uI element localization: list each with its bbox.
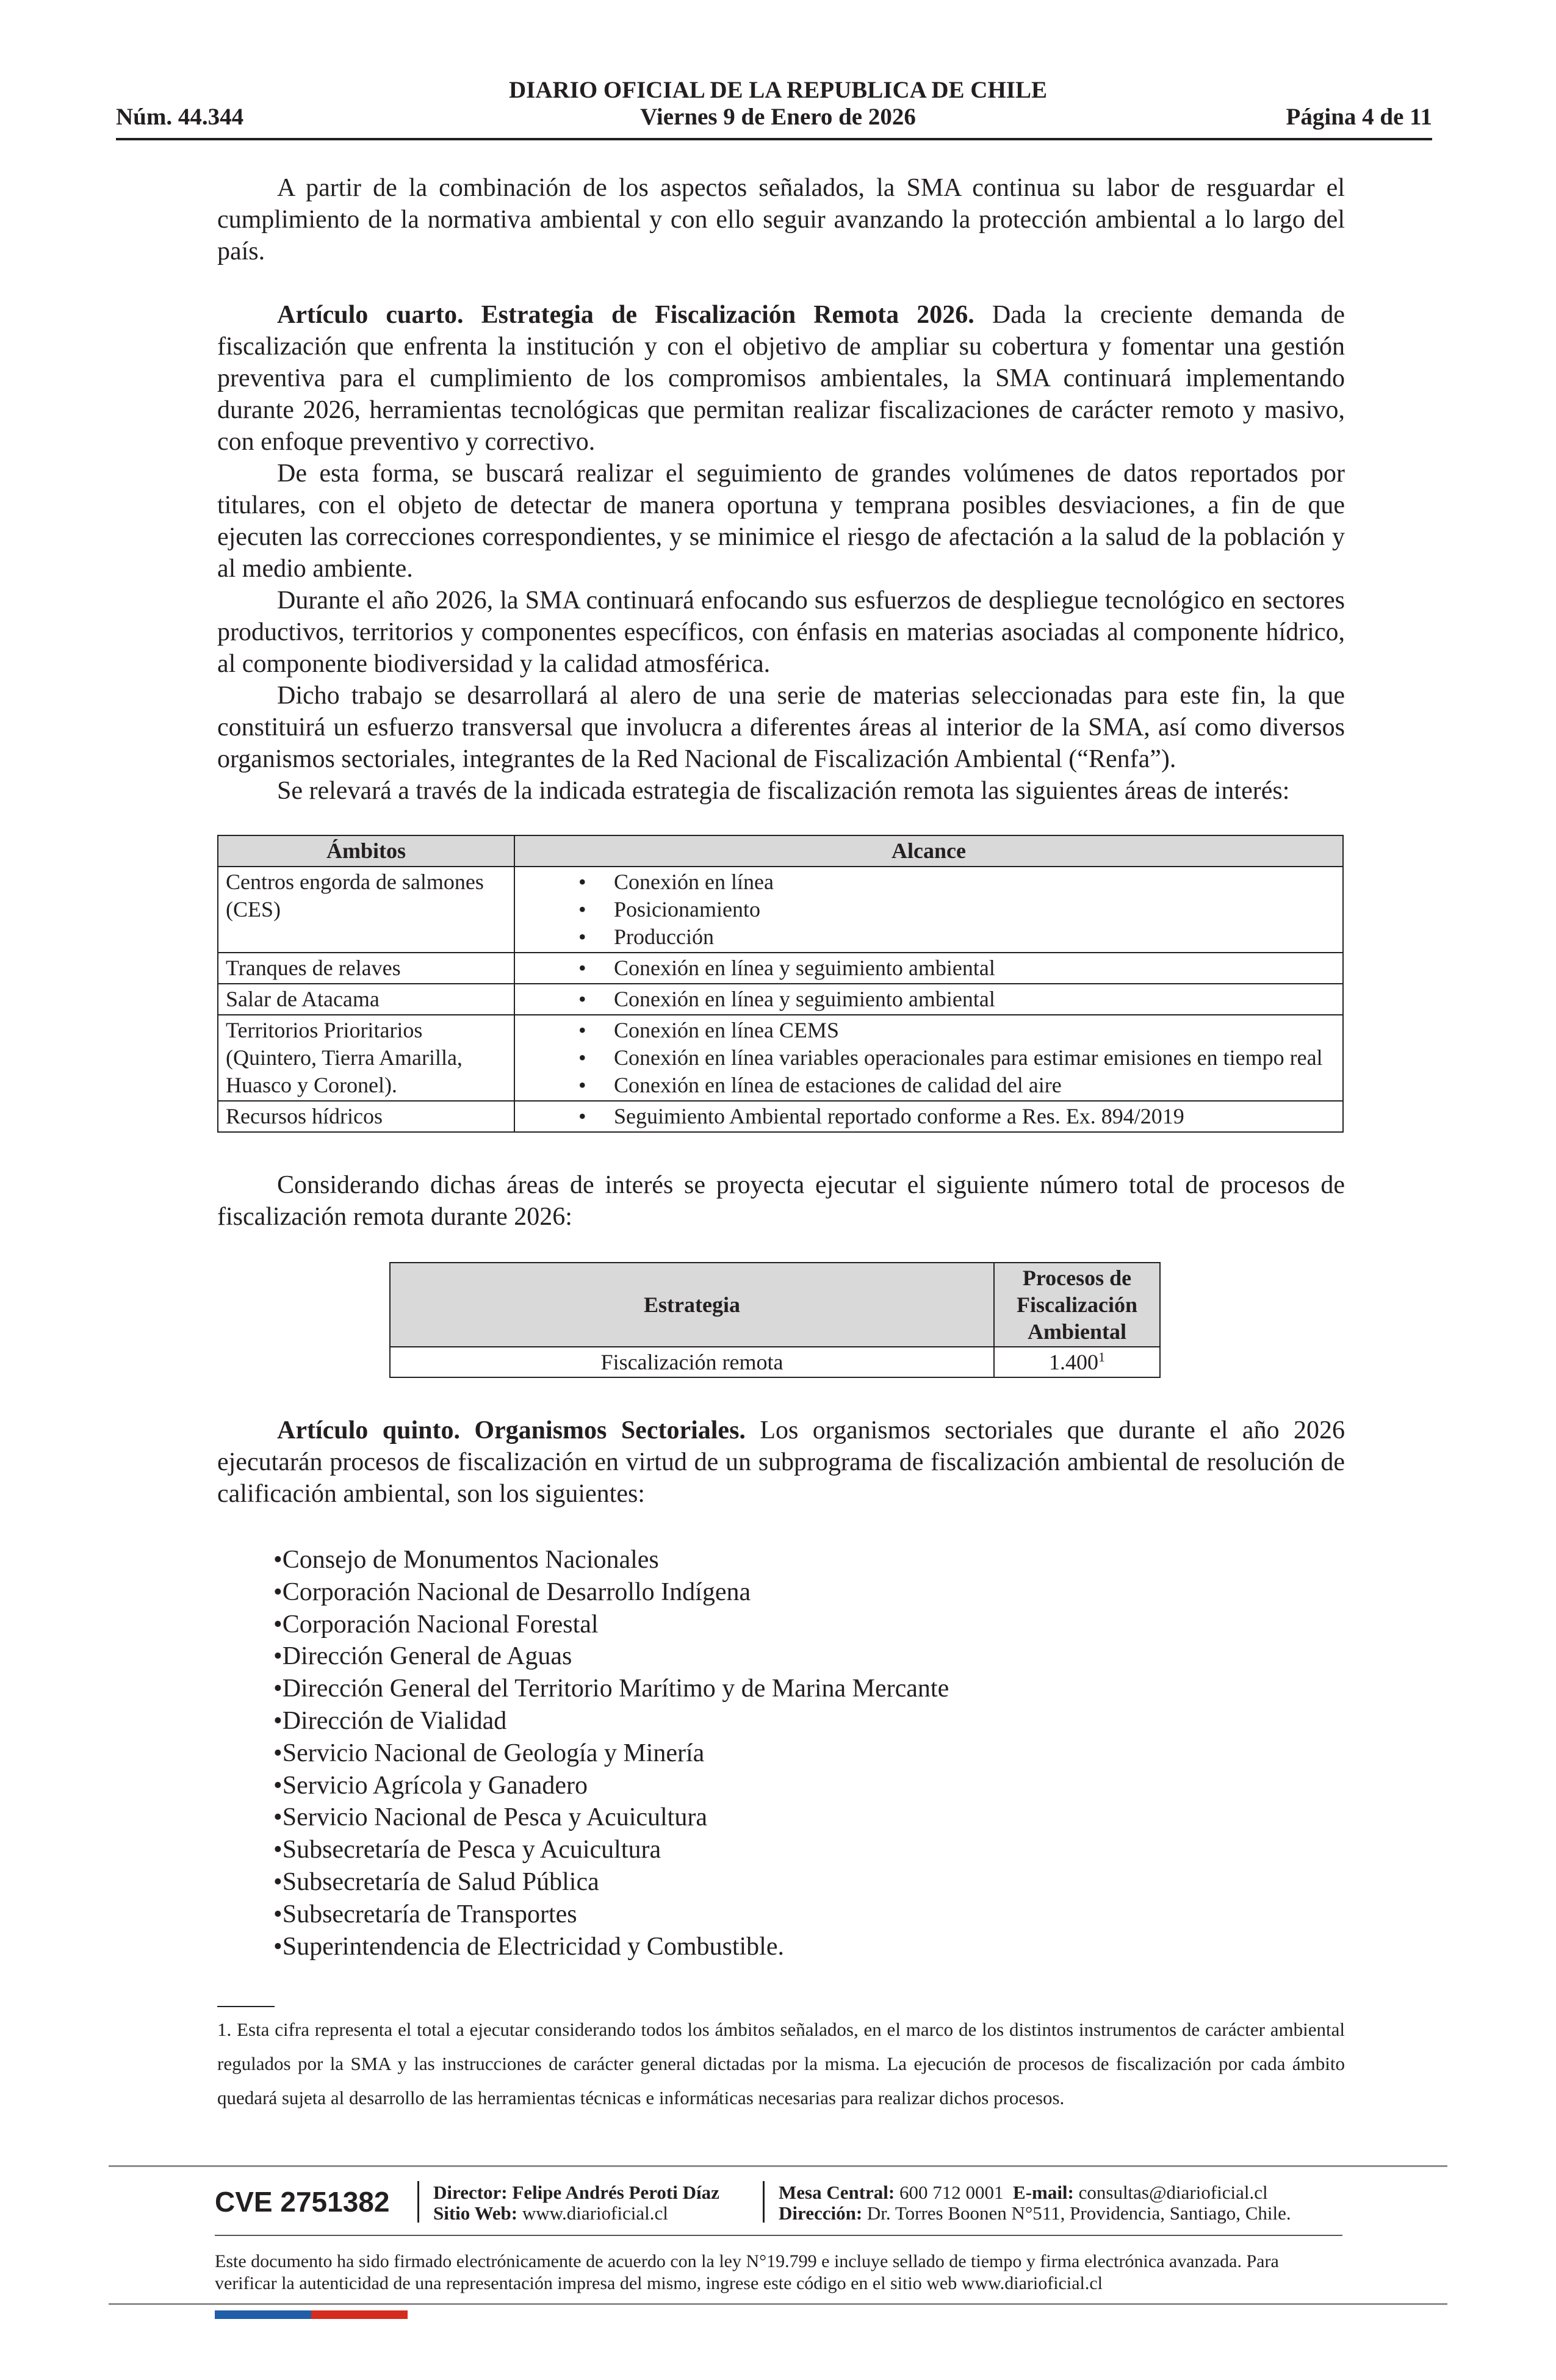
footnote-rule <box>217 2006 275 2007</box>
site-label: Sitio Web: <box>433 2202 518 2224</box>
address-line <box>779 2203 1291 2224</box>
publication-title: DIARIO OFICIAL DE LA REPUBLICA DE CHILE <box>508 77 1047 103</box>
scope-header-ambitos: Ámbitos <box>218 835 514 867</box>
list-item: • Conexión en línea <box>522 868 1335 896</box>
ambito-cell: Centros engorda de salmones (CES) <box>218 867 514 953</box>
director-info <box>433 2182 719 2224</box>
ambito-cell: Salar de Atacama <box>218 984 514 1015</box>
list-item: • Conexión en línea y seguimiento ambiental <box>522 986 1335 1013</box>
alcance-cell <box>514 1015 1343 1101</box>
article-5-heading: Artículo quinto. Organismos Sectoriales. <box>277 1416 746 1444</box>
alcance-cell <box>514 953 1343 984</box>
list-item: • Corporación Nacional de Desarrollo Indígena <box>273 1576 1345 1609</box>
list-item: • Conexión en línea variables operacionales para estimar emisiones en tiempo real <box>522 1044 1335 1072</box>
alcance-cell <box>514 984 1343 1015</box>
article-4-heading: Artículo cuarto. Estrategia de Fiscalización Remota 2026. <box>277 301 974 329</box>
after-table-paragraph: Considerando dichas áreas de interés se proyecta ejecutar el siguiente número total de procesos de fiscalización remota durante 2026: <box>217 1171 1345 1231</box>
footer-rule <box>109 2165 1447 2167</box>
list-item: • Servicio Nacional de Geología y Minería <box>273 1737 1345 1770</box>
list-item: • Dirección General del Territorio Marítimo y de Marina Mercante <box>273 1673 1345 1705</box>
contact-line <box>779 2182 1291 2203</box>
site-line <box>433 2203 719 2224</box>
list-item: • Posicionamiento <box>522 896 1335 923</box>
flag-stripe-blue <box>215 2310 311 2319</box>
list-item: • Seguimiento Ambiental reportado conforme a Res. Ex. 894/2019 <box>522 1103 1335 1130</box>
list-item: • Servicio Nacional de Pesca y Acuicultura <box>273 1801 1345 1834</box>
scope-table <box>217 835 1344 1133</box>
article-4-lead: Dada la creciente demanda de fiscalización que enfrenta la institución y con el objetivo de ampliar su cobertura y fomentar una gestión preventiva para el cumplimiento de los compromisos ambientales, la SMA continuará implementando durante 2026, herramientas tecnológicas que permitan realizar fiscalizaciones de carácter remoto y masivo, con enfoque preventivo y correctivo. <box>217 301 1345 456</box>
list-item: • Conexión en línea CEMS <box>522 1017 1335 1044</box>
cve-code: CVE 2751382 <box>215 2186 390 2218</box>
list-item: • Producción <box>522 923 1335 951</box>
process-table <box>389 1262 1161 1378</box>
intro-paragraph: A partir de la combinación de los aspectos señalados, la SMA continua su labor de resguardar el cumplimiento de la normativa ambiental y con ello seguir avanzando la protección ambiental a lo largo del país. <box>217 174 1345 265</box>
footer-separator <box>417 2181 419 2223</box>
phone-label: Mesa Central: <box>779 2182 895 2203</box>
issue-date: Viernes 9 de Enero de 2026 <box>640 104 916 130</box>
ambito-cell: Recursos hídricos <box>218 1101 514 1132</box>
address-label: Dirección: <box>779 2202 863 2224</box>
article-5-paragraph <box>217 1415 1345 1510</box>
list-item: • Subsecretaría de Salud Pública <box>273 1866 1345 1899</box>
organisms-list <box>273 1544 1345 1963</box>
alcance-cell <box>514 1101 1343 1132</box>
director-line <box>433 2182 719 2203</box>
article-5-lead: Los organismos sectoriales que durante el año 2026 ejecutarán procesos de fiscalización en virtud de un subprograma de fiscalización ambiental de resolución de calificación ambiental, son los siguientes: <box>217 1416 1345 1508</box>
table-row <box>218 1015 1343 1101</box>
flag-stripe-red <box>311 2310 408 2319</box>
contact-info <box>779 2182 1291 2224</box>
process-count-cell <box>994 1347 1160 1377</box>
document-body <box>217 172 1345 1963</box>
article-4-paragraph-4: Dicho trabajo se desarrollará al alero de una serie de materias seleccionadas para este fin, la que constituirá un esfuerzo transversal que involucra a diferentes áreas al interior de la SMA, así como diversos organismos sectoriales, integrantes de la Red Nacional de Fiscalización Ambiental (“Renfa”). <box>217 682 1345 773</box>
header-rule <box>116 138 1432 140</box>
legal-notice: Este documento ha sido firmado electrónicamente de acuerdo con la ley N°19.799 e incluye sellado de tiempo y firma electrónica avanzada. Para verificar la autenticidad de una representación impresa del mismo, ingrese este código en el sitio web www.diarioficial.cl <box>215 2251 1279 2293</box>
article-4-paragraph-3: Durante el año 2026, la SMA continuará enfocando sus esfuerzos de despliegue tecnológico en sectores productivos, territorios y componentes específicos, con énfasis en materias asociadas al componente hídrico, al componente biodiversidad y la calidad atmosférica. <box>217 586 1345 678</box>
article-4-paragraph-5: Se relevará a través de la indicada estrategia de fiscalización remota las siguientes áreas de interés: <box>277 777 1290 805</box>
table-row <box>218 1101 1343 1132</box>
list-item: • Conexión en línea y seguimiento ambiental <box>522 954 1335 982</box>
footnote: 1. Esta cifra representa el total a ejecutar considerando todos los ámbitos señalados, en el marco de los distintos instrumentos de carácter ambiental regulados por la SMA y las instrucciones de carácter general dictadas por la misma. La ejecución de procesos de fiscalización por cada ámbito quedará sujeta al desarrollo de las herramientas técnicas e informáticas necesarias para realizar dichos procesos. <box>217 2019 1345 2108</box>
list-item: • Conexión en línea de estaciones de calidad del aire <box>522 1072 1335 1099</box>
email-label: E-mail: <box>1013 2182 1074 2203</box>
list-item: • Dirección de Vialidad <box>273 1705 1345 1737</box>
list-item: • Subsecretaría de Pesca y Acuicultura <box>273 1834 1345 1866</box>
list-item: • Consejo de Monumentos Nacionales <box>273 1544 1345 1576</box>
table-row <box>390 1347 1160 1377</box>
article-4-paragraph-2: De esta forma, se buscará realizar el seguimiento de grandes volúmenes de datos reportados por titulares, con el objeto de detectar de manera oportuna y temprana posibles desviaciones, a fin de que ejecuten las correcciones correspondientes, y se minimice el riesgo de afectación a la salud de la población y al medio ambiente. <box>217 460 1345 583</box>
footer-separator <box>763 2181 765 2223</box>
table-row <box>218 953 1343 984</box>
site-link[interactable]: www.diarioficial.cl <box>522 2202 668 2224</box>
ambito-cell: Territorios Prioritarios (Quintero, Tierra Amarilla, Huasco y Coronel). <box>218 1015 514 1101</box>
table-row <box>218 867 1343 953</box>
issue-number: Núm. 44.344 <box>116 104 244 130</box>
page-number: Página 4 de 11 <box>1286 104 1432 130</box>
list-item: • Superintendencia de Electricidad y Combustible. <box>273 1931 1345 1963</box>
list-item: • Subsecretaría de Transportes <box>273 1899 1345 1931</box>
process-count: 1.400 <box>1049 1350 1098 1374</box>
list-item: • Dirección General de Aguas <box>273 1640 1345 1673</box>
scope-table-header <box>218 835 1343 867</box>
article-4-paragraph <box>217 299 1345 458</box>
address-value: Dr. Torres Boonen N°511, Providencia, Santiago, Chile. <box>866 2202 1291 2224</box>
ambito-cell: Tranques de relaves <box>218 953 514 984</box>
director-name: Felipe Andrés Peroti Díaz <box>512 2182 719 2203</box>
process-table-header <box>390 1263 1160 1347</box>
list-item: • Servicio Agrícola y Ganadero <box>273 1770 1345 1802</box>
strategy-cell: Fiscalización remota <box>390 1347 994 1377</box>
phone-value: 600 712 0001 <box>899 2182 1004 2203</box>
process-header-strategy: Estrategia <box>390 1263 994 1347</box>
email-link[interactable]: consultas@diarioficial.cl <box>1078 2182 1268 2203</box>
list-item: • Corporación Nacional Forestal <box>273 1609 1345 1641</box>
scope-header-alcance: Alcance <box>514 835 1343 867</box>
footnote-ref: 1 <box>1098 1349 1105 1365</box>
footer-rule <box>215 2235 1342 2236</box>
table-row <box>218 984 1343 1015</box>
footer-rule <box>109 2303 1447 2305</box>
process-header-count: Procesos de Fiscalización Ambiental <box>994 1263 1160 1347</box>
alcance-cell <box>514 867 1343 953</box>
director-label: Director: <box>433 2182 508 2203</box>
